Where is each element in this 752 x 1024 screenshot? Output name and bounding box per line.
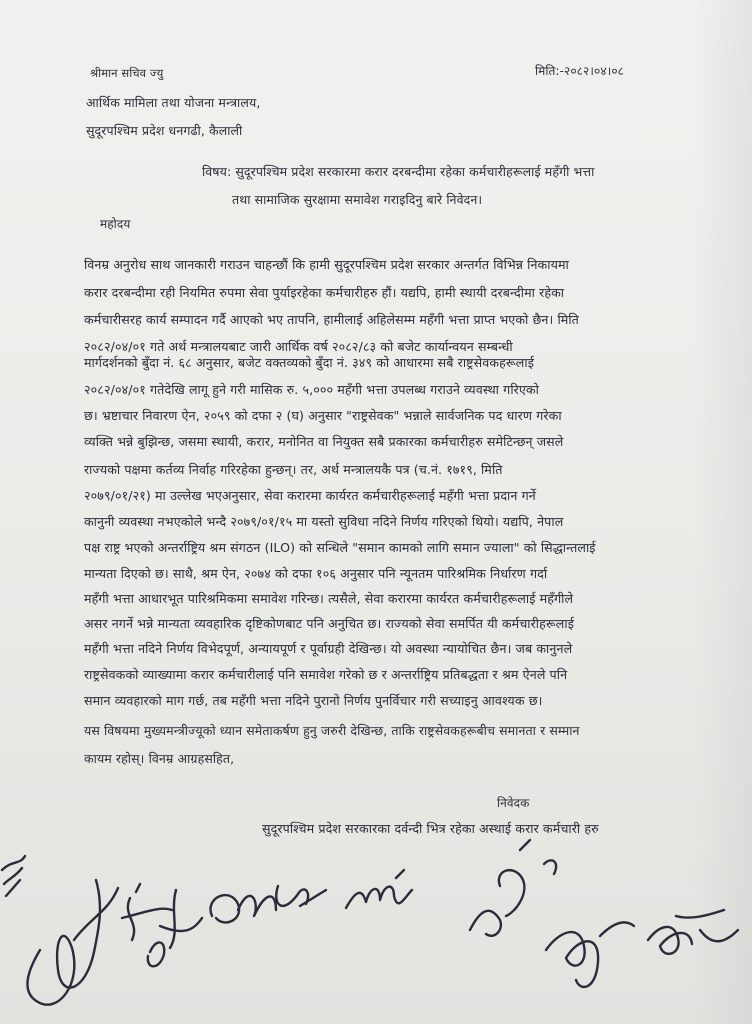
addressee-ministry: आर्थिक मामिला तथा योजना मन्त्रालय, [86,95,261,110]
body-line: व्यक्ति भन्ने बुझिन्छ, जसमा स्थायी, करार, मनोनित वा नियुक्त सबै प्रकारका कर्मचारीहरु समेटिन्छन् जसले [84,434,564,449]
body-line: समान व्यवहारको माग गर्छ, तब महँगी भत्ता नदिने पुरानो निर्णय पुनर्विचार गरी सच्याइनु आवश्यक छ। [84,693,543,708]
signature-5 [346,870,412,908]
body-line: महँगी भत्ता आधारभूत पारिश्रमिकमा समावेश गरिन्छ। त्यसैले, सेवा करारमा कार्यरत कर्मचारीहरूलाई महँगीले [84,591,574,606]
subject-line-1: विषय: सुदूरपश्चिम प्रदेश सरकारमा करार दरबन्दीमा रहेका कर्मचारीहरूलाई महँगी भत्ता [202,164,595,179]
body-line: राष्ट्रसेवकको व्याख्यामा करार कर्मचारीलाई पनि समावेश गरेको छ र अन्तर्राष्ट्रिय प्रतिबद्धता र श्रम ऐनले पनि [84,667,568,682]
addressee-location: सुदूरपश्चिम प्रदेश धनगढी, कैलाली [86,123,243,138]
body-line: असर नगर्ने भन्ने मान्यता व्यवहारिक दृष्टिकोणबाट पनि अनुचित छ। राज्यको सेवा समर्पित यी कर्मचारीहरूलाई [84,616,574,631]
signature-8 [648,910,738,954]
signature-6 [470,840,556,936]
signature-3 [122,884,202,966]
body-line: महँगी भत्ता नदिने निर्णय विभेदपूर्ण, अन्यायपूर्ण र पूर्वाग्रही देखिन्छ। यो अवस्था न्यायोचित छैन। जब कानुनले [84,641,573,656]
body-line: २०८२/०४/०१ गतेदेखि लागू हुने गरी मासिक रु. ५,००० महँगी भत्ता उपलब्ध गराउने व्यवस्था गरिएको [84,382,539,397]
body-line: २०७९/०१/२१) मा उल्लेख भएअनुसार, सेवा करारमा कार्यरत कर्मचारीहरूलाई महँगी भत्ता प्रदान गर्ने [84,488,536,503]
signature-4 [210,886,326,922]
body-line: कानुनी व्यवस्था नभएकोले भन्दै २०७९/०१/१५ मा यस्तो सुविधा नदिने निर्णय गरिएको थियो। यद्यपि, नेपाल [84,514,564,529]
body-line: विनम्र अनुरोध साथ जानकारी गराउन चाहन्छौं कि हामी सुदूरपश्चिम प्रदेश सरकार अन्तर्गत विभिन्न निकायमा [84,257,569,272]
body-line: करार दरबन्दीमा रही नियमित रुपमा सेवा पुर्याइरहेका कर्मचारीहरु हौं। यद्यपि, हामी स्थायी दरबन्दीमा रहेका [84,285,565,300]
salutation: महोदय [100,217,131,231]
signatures-area [0,820,752,1024]
body-line: कर्मचारीसरह कार्य सम्पादन गर्दै आएको भए तापनि, हामीलाई अहिलेसम्म महँगी भत्ता प्राप्त भएको छैन। मिति [84,312,579,327]
addressee-title: श्रीमान सचिव ज्यु [90,66,164,80]
signature-1 [2,856,25,896]
body-line: २०८२/०४/०१ गते अर्थ मन्त्रालयबाट जारी आर्थिक वर्ष २०८२/८३ को बजेट कार्यान्वयन सम्बन्धी [84,339,513,354]
body-line: छ। भ्रष्टाचार निवारण ऐन, २०५९ को दफा २ (घ) अनुसार "राष्ट्रसेवक" भन्नाले सार्वजनिक पद धारण गरेका [84,408,562,423]
subject-line-2: तथा सामाजिक सुरक्षामा समावेश गराइदिनु बारे निवेदन। [232,192,483,207]
body-line: मार्गदर्शनको बुँदा नं. ६८ अनुसार, बजेट वक्तव्यको बुँदा नं. ३४९ को आधारमा सबै राष्ट्रसेवकहरूलाई [84,355,534,370]
body-line: राज्यको पक्षमा कर्तव्य निर्वाह गरिरहेका हुन्छन्। तर, अर्थ मन्त्रालयकै पत्र (च.नं. १७१९, मिति [84,462,503,477]
body-line: पक्ष राष्ट्र भएको अन्तर्राष्ट्रिय श्रम संगठन (ILO) को सन्धिले "समान कामको लागि समान ज्याला" को सिद्धान्तलाई [84,540,596,555]
signature-2 [27,880,118,1005]
request-line-1: यस विषयमा मुख्यमन्त्रीज्यूको ध्यान समेताकर्षण हुनु जरुरी देखिन्छ, ताकि राष्ट्रसेवकहरूबीच समानता र सम्मान [84,723,580,738]
request-line-2: कायम रहोस्। विनम्र आग्रहसहित, [84,751,235,766]
petitioner-label: निवेदक [497,796,530,810]
letter-date: मिति:-२०८२।०४।०८ [535,64,625,78]
signature-7 [546,922,634,987]
body-line: मान्यता दिएको छ। साथै, श्रम ऐन, २०७४ को दफा १०६ अनुसार पनि न्यूनतम पारिश्रमिक निर्धारण गर्दा [84,566,548,581]
signer-description: सुदूरपश्चिम प्रदेश सरकारका दर्वन्दी भित्र रहेका अस्थाई करार कर्मचारी हरु [262,821,599,836]
